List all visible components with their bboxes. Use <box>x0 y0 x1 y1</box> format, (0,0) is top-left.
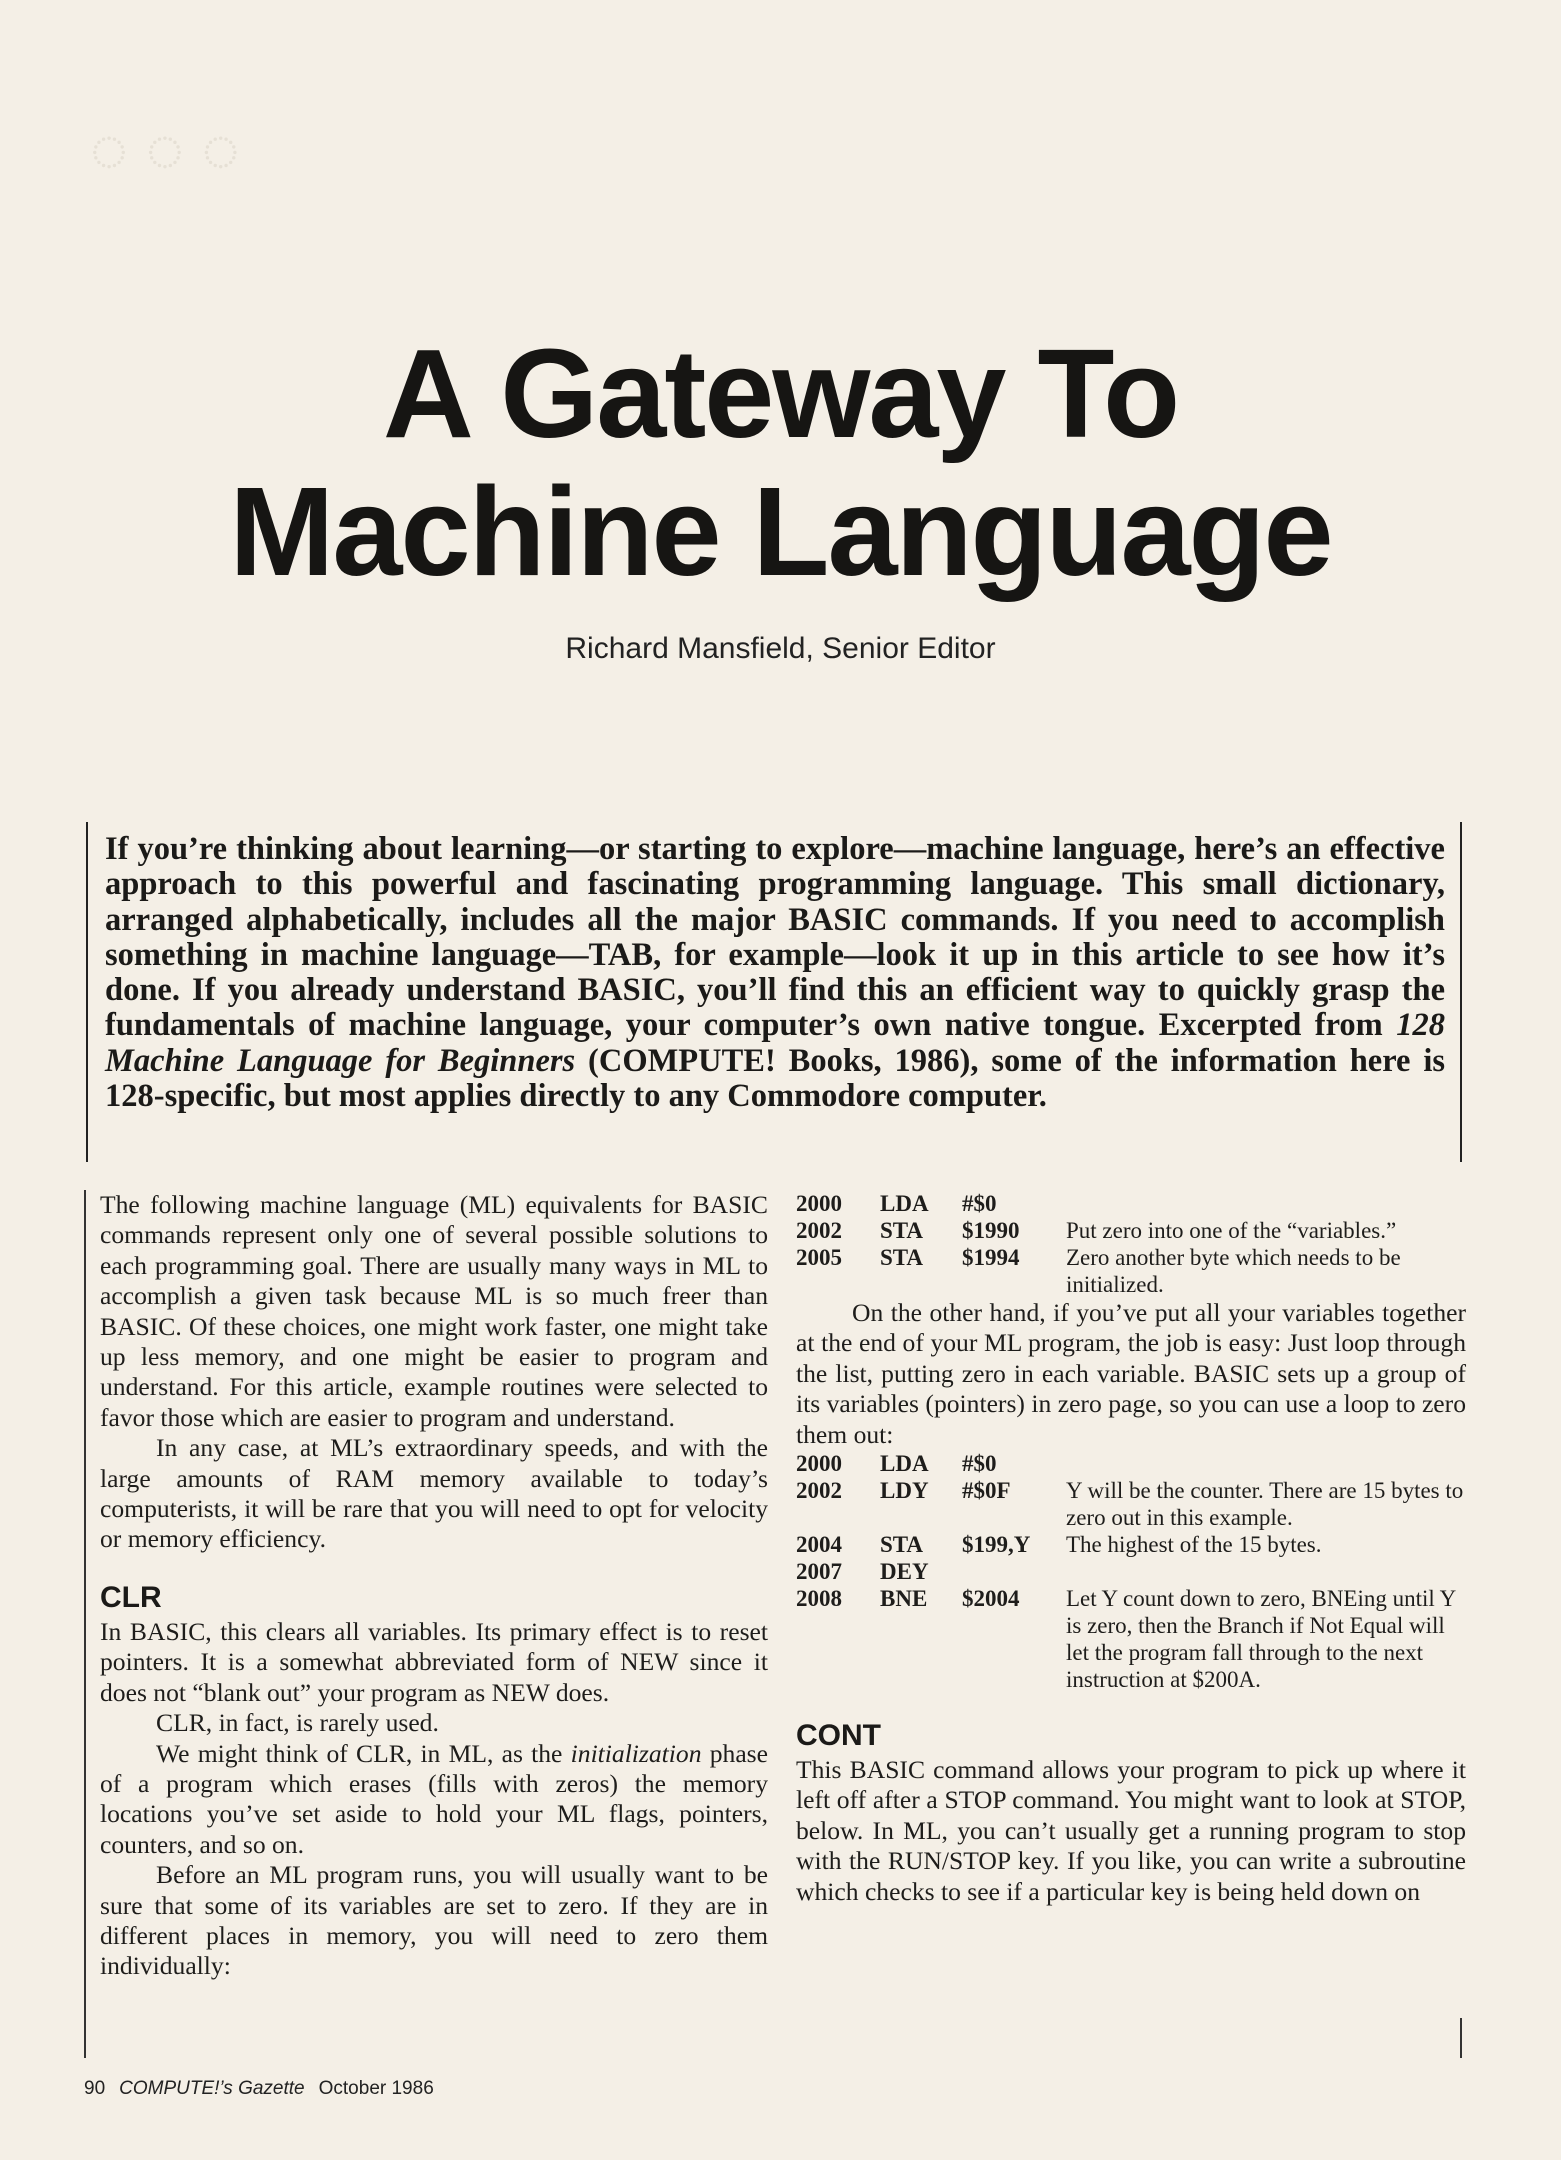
code-address: 2004 <box>796 1532 842 1558</box>
code-opcode: DEY <box>880 1559 929 1585</box>
paragraph: This BASIC command allows your program to pick up where it left off after a STOP command. You might want to look at STOP, below. In ML, you can’t usually get a running program to stop with the RUN/STOP key. If you like, you can write a subroutine which checks to see if a particular key is being held down on <box>796 1755 1466 1906</box>
title-line-1: A Gateway To <box>382 323 1179 464</box>
paragraph: CLR, in fact, is rarely used. <box>156 1708 439 1738</box>
code-operand: #$0 <box>962 1451 997 1477</box>
code-address: 2002 <box>796 1478 842 1504</box>
page-footer <box>84 2078 434 2100</box>
code-row <box>796 1244 1466 1298</box>
code-address: 2000 <box>796 1191 842 1216</box>
code-comment <box>1066 1558 1466 1585</box>
code-row <box>796 1477 1466 1531</box>
code-listing-1 <box>796 1190 1466 1298</box>
code-operand: $2004 <box>962 1586 1020 1612</box>
code-address: 2000 <box>796 1451 842 1477</box>
paragraph: On the other hand, if you’ve put all your variables together at the end of your ML program, the job is easy: Just loop through the list, putting zero in each variable. BASIC sets up a group of its variables (pointers) in zero page, so you can use a loop to zero them out: <box>796 1298 1466 1449</box>
code-comment <box>1066 1450 1466 1477</box>
right-column <box>796 1190 1466 1907</box>
code-comment <box>1066 1190 1466 1217</box>
left-column-rule <box>84 1190 86 2058</box>
code-operand: $1990 <box>962 1218 1020 1243</box>
code-comment: The highest of the 15 bytes. <box>1066 1532 1322 1558</box>
code-row <box>796 1558 1466 1585</box>
paragraph: The following machine language (ML) equivalents for BASIC commands represent only one of several possible solutions to each programming goal. There are usually many ways in ML to accomplish a given task because ML is so much freer than BASIC. Of these choices, one might work faster, one might take up less memory, and one might be easier to program and understand. For this article, example routines were selected to favor those which are easier to program and understand. <box>100 1190 768 1432</box>
code-address: 2008 <box>796 1586 842 1612</box>
right-column-rule <box>1460 2018 1462 2058</box>
title-line-2: Machine Language <box>229 461 1332 602</box>
code-row <box>796 1531 1466 1558</box>
code-opcode: LDY <box>880 1478 929 1504</box>
code-opcode: STA <box>880 1218 924 1243</box>
code-address: 2002 <box>796 1218 842 1243</box>
code-listing-2 <box>796 1450 1466 1693</box>
code-opcode: LDA <box>880 1451 929 1477</box>
code-comment: Zero another byte which needs to be initialized. <box>1066 1245 1401 1297</box>
emphasis: initialization <box>570 1738 702 1768</box>
code-comment: Let Y count down to zero, BNEing until Y is zero, then the Branch if Not Equal will let the program fall through to the next instruction at $200A. <box>1066 1586 1456 1693</box>
paragraph <box>100 1739 768 1861</box>
text-run: We might think of CLR, in ML, as the <box>156 1738 571 1768</box>
code-row <box>796 1217 1466 1244</box>
article-title <box>0 325 1561 601</box>
code-row <box>796 1450 1466 1477</box>
code-row <box>796 1190 1466 1217</box>
text-run: phase of a program which erases (fills with zeros) the memory locations you’ve set aside to hold your ML flags, pointers, counters, and so on. <box>100 1738 769 1859</box>
issue-date: October 1986 <box>318 2078 434 2099</box>
page-number: 90 <box>84 2078 106 2099</box>
publication-name: COMPUTE!’s Gazette <box>119 2078 305 2099</box>
paragraph: In any case, at ML’s extraordinary speeds, and with the large amounts of RAM memory available to today’s computerists, it will be rare that you will need to opt for velocity or memory efficiency. <box>100 1433 768 1554</box>
intro-book-title: 128 Machine Language for Beginners <box>105 1007 1445 1079</box>
code-address: 2005 <box>796 1245 842 1270</box>
intro-text-1: If you’re thinking about learning—or starting to explore—machine language, here’s an effective approach to this powerful and fascinating programming language. This small dictionary, arranged alphabetically, includes all the major BASIC commands. If you need to accomplish something in machine language—TAB, for example—look it up in this article to see how it’s done. If you already understand BASIC, you’ll find this an efficient way to quickly grasp the fundamentals of machine language, your computer’s own native tongue. Excerpted from <box>105 831 1445 1044</box>
code-operand: #$0 <box>962 1191 997 1216</box>
code-address: 2007 <box>796 1559 842 1585</box>
paragraph: Before an ML program runs, you will usually want to be sure that some of its variables are set to zero. If they are in different places in memory, you will need to zero them individually: <box>100 1860 768 1981</box>
section-heading-cont: CONT <box>796 1719 881 1753</box>
intro-text-2: (COMPUTE! Books, 1986), some of the information here is 128-specific, but most applies directly to any Commodore computer. <box>105 1042 1445 1115</box>
code-comment: Y will be the counter. There are 15 bytes to zero out in this example. <box>1066 1478 1464 1531</box>
code-operand: #$0F <box>962 1478 1011 1504</box>
code-operand: $1994 <box>962 1245 1020 1270</box>
code-opcode: BNE <box>880 1586 928 1612</box>
show-through-heading: ◌ ◌ ◌ <box>90 113 240 185</box>
code-row <box>796 1585 1466 1693</box>
byline: Richard Mansfield, Senior Editor <box>565 632 996 665</box>
paragraph: In BASIC, this clears all variables. Its primary effect is to reset pointers. It is a somewhat abbreviated form of NEW since it does not “blank out” your program as NEW does. <box>100 1616 768 1707</box>
code-opcode: STA <box>880 1245 924 1270</box>
code-comment: Put zero into one of the “variables.” <box>1066 1218 1397 1243</box>
code-operand <box>962 1558 1066 1585</box>
code-operand: $199,Y <box>962 1532 1031 1558</box>
section-heading-clr: CLR <box>100 1580 162 1614</box>
intro-deck <box>105 832 1445 1114</box>
code-opcode: STA <box>880 1532 924 1558</box>
code-opcode: LDA <box>880 1191 929 1216</box>
left-column <box>100 1190 768 1982</box>
